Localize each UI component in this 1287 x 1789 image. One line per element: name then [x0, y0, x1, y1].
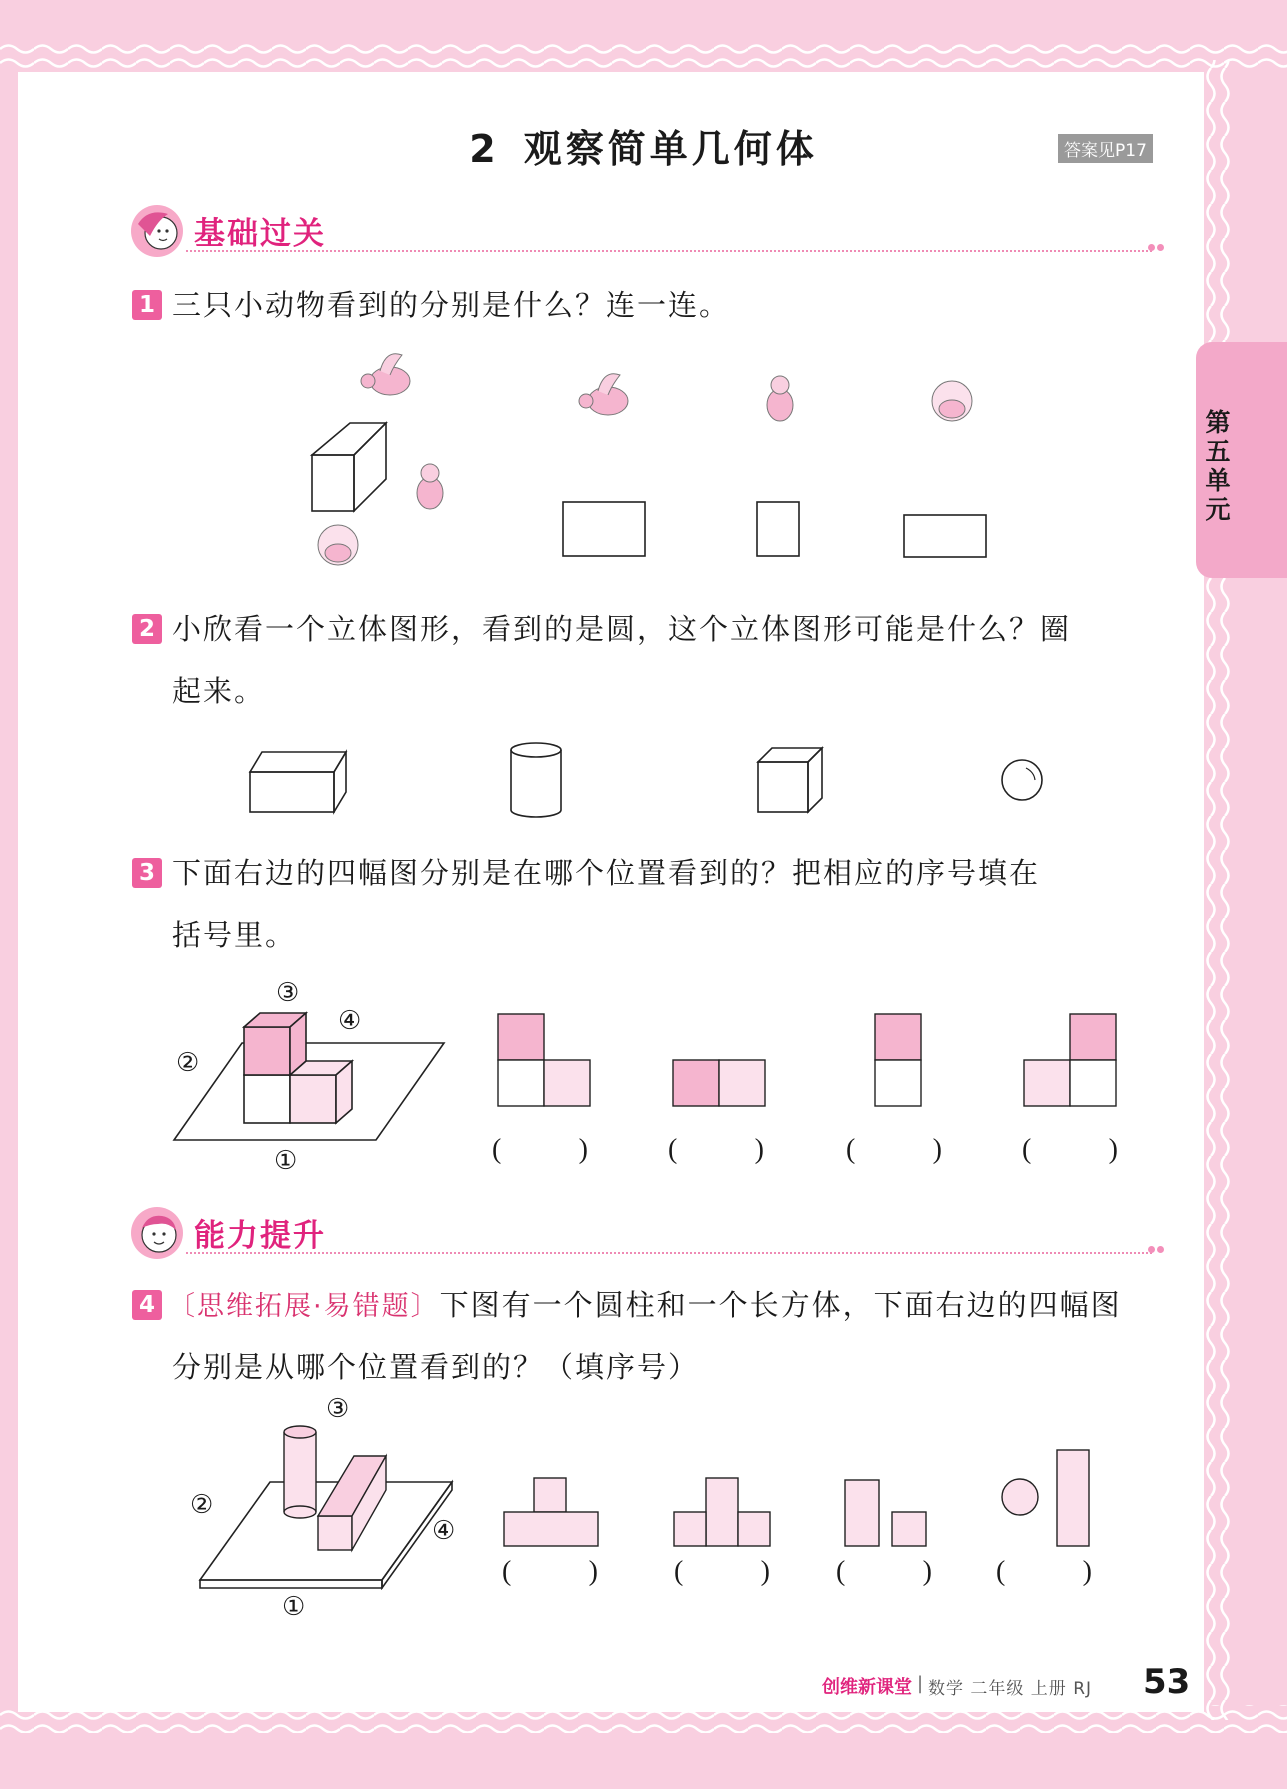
pig-icon-2	[932, 381, 972, 421]
position-label-left-q4: ②	[190, 1490, 214, 1520]
divider-dots	[1146, 236, 1164, 255]
q2-shapes	[240, 730, 1060, 830]
answer-blank-4d[interactable]: ( )	[996, 1556, 1092, 1587]
question-4-text-line2: 分别是从哪个位置看到的？（填序号）	[172, 1350, 700, 1384]
position-label-front-q4: ①	[282, 1592, 306, 1622]
pig-icon	[318, 525, 358, 565]
question-number-2: 2	[132, 614, 162, 644]
position-label-right-q4: ④	[432, 1516, 456, 1546]
view-a	[498, 1014, 590, 1106]
answer-blank-3c[interactable]: ( )	[846, 1134, 942, 1165]
section-divider-2	[186, 1252, 1152, 1254]
position-label-top-q4: ③	[326, 1394, 350, 1424]
view-e	[504, 1478, 598, 1546]
divider-dots-2	[1146, 1238, 1164, 1257]
answer-blank-3b[interactable]: ( )	[668, 1134, 764, 1165]
section-divider	[186, 250, 1152, 252]
page-number: 53	[1143, 1662, 1191, 1702]
section-title-basic: 基础过关	[194, 216, 326, 252]
q4-views	[500, 1440, 1100, 1550]
view-wide-rect	[563, 502, 645, 556]
position-label-front: ①	[274, 1146, 298, 1176]
answer-blank-4b[interactable]: ( )	[674, 1556, 770, 1587]
sphere-option[interactable]	[1002, 760, 1042, 800]
question-number-4: 4	[132, 1290, 162, 1320]
question-3-text-line2: 括号里。	[172, 918, 297, 952]
question-number-3: 3	[132, 858, 162, 888]
view-h	[1002, 1450, 1089, 1546]
cube-option[interactable]	[758, 748, 822, 812]
question-number-1: 1	[132, 290, 162, 320]
unit-side-tab-label: 第五单元	[1205, 408, 1231, 524]
answer-blank-3a[interactable]: ( )	[492, 1134, 588, 1165]
question-4-text-line1: 〔思维拓展·易错题〕下图有一个圆柱和一个长方体，下面右边的四幅图	[168, 1288, 1122, 1322]
question-2-text-line2: 起来。	[172, 674, 266, 708]
footer-separator: |	[917, 1673, 924, 1694]
answer-blank-4c[interactable]: ( )	[836, 1556, 932, 1587]
view-c	[875, 1014, 921, 1106]
view-flat-rect	[904, 515, 986, 557]
bird-icon	[361, 354, 410, 395]
bird-icon-2	[579, 374, 628, 415]
view-f	[674, 1478, 770, 1546]
footer-brand: 创维新课堂	[822, 1677, 912, 1698]
cylinder-option[interactable]	[511, 743, 561, 817]
view-d	[1024, 1014, 1116, 1106]
answer-blank-4a[interactable]: ( )	[502, 1556, 598, 1587]
student-boy-icon	[128, 1204, 186, 1262]
q3-views	[490, 1008, 1130, 1113]
view-tall-rect	[757, 502, 799, 556]
chick-icon	[417, 464, 443, 509]
chick-icon-2	[767, 376, 793, 421]
footer-info: 数学 二年级 上册 RJ	[928, 1679, 1093, 1699]
q1-figure	[290, 345, 1010, 575]
answer-blank-3d[interactable]: ( )	[1022, 1134, 1118, 1165]
question-3-text-line1: 下面右边的四幅图分别是在哪个位置看到的？把相应的序号填在	[172, 856, 1041, 890]
view-b	[673, 1060, 765, 1106]
question-4-tag: 〔思维拓展·易错题〕	[168, 1291, 440, 1322]
position-label-top: ③	[276, 978, 300, 1008]
question-1-text: 三只小动物看到的分别是什么？连一连。	[172, 288, 731, 322]
cuboid-shape	[312, 423, 386, 511]
q3-cube-model	[170, 975, 460, 1145]
question-2-text-line1: 小欣看一个立体图形，看到的是圆，这个立体图形可能是什么？圈	[172, 612, 1072, 646]
view-g	[845, 1480, 926, 1546]
section-title-advanced: 能力提升	[194, 1218, 326, 1254]
position-label-right: ④	[338, 1006, 362, 1036]
q4-model	[190, 1420, 470, 1590]
position-label-left: ②	[176, 1048, 200, 1078]
page-title: 2 观察简单几何体	[469, 127, 818, 171]
student-girl-icon	[128, 202, 186, 260]
cuboid-option[interactable]	[250, 752, 346, 812]
answer-reference: 答案见P17	[1058, 134, 1153, 163]
